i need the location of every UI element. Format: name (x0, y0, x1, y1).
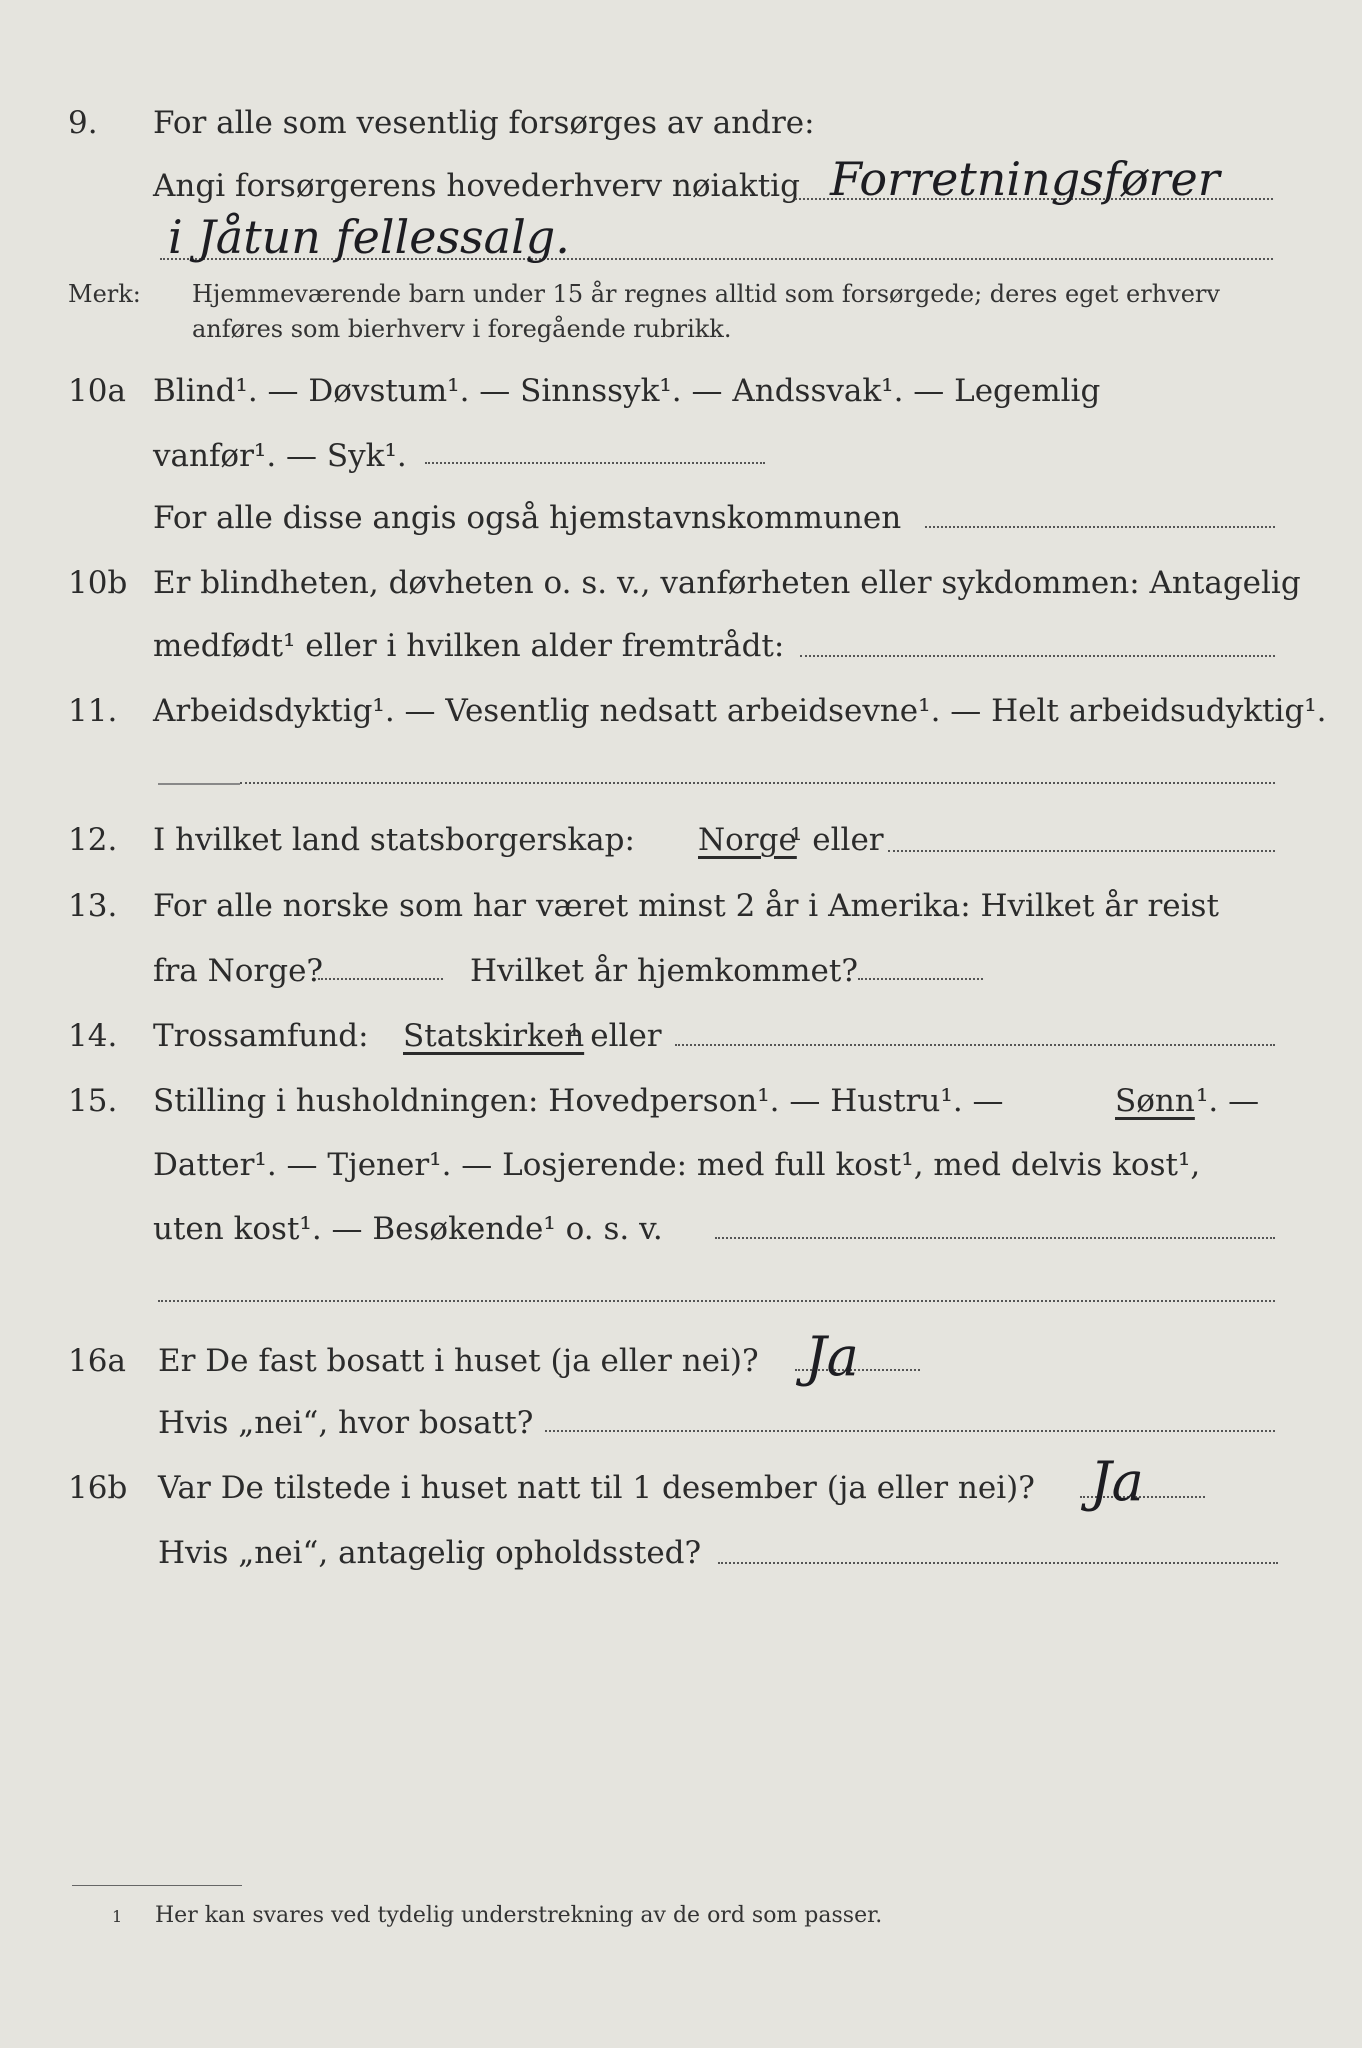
q14-line-a: Trossamfund: (153, 1018, 369, 1054)
q12-norge-underlined: Norge (698, 822, 797, 858)
q12-line-c: ¹ eller (790, 822, 884, 858)
q16a-handwritten-answer: Ja (805, 1325, 859, 1388)
merk-label: Merk: (68, 280, 141, 308)
q10b-line-2: medfødt¹ eller i hvilken alder fremtrådt: (153, 628, 785, 664)
q12-answer-line[interactable] (888, 850, 1275, 852)
q15-answer-line[interactable] (715, 1237, 1275, 1239)
q16a-line-2: Hvis „nei“, hvor bosatt? (158, 1405, 534, 1441)
q16a-number: 16a (68, 1343, 126, 1379)
q11-number: 11. (68, 693, 118, 729)
q11-line-1: Arbeidsdyktig¹. — Vesentlig nedsatt arbeidsevne¹. — Helt arbeidsudyktig¹. (153, 693, 1327, 729)
footnote-text: Her kan svares ved tydelig understrekning av de ord som passer. (155, 1903, 883, 1928)
q16b-line-2: Hvis „nei“, antagelig opholdssted? (158, 1535, 702, 1571)
q13-number: 13. (68, 888, 118, 924)
q14-line-c: ¹ eller (568, 1018, 662, 1054)
q9-occupation-label: Angi forsørgerens hovederhverv nøiaktig (153, 168, 800, 204)
q9-handwritten-employer: i Jåtun fellessalg. (168, 210, 570, 264)
footnote-mark: 1 (112, 1907, 123, 1926)
q10a-line-1: Blind¹. — Døvstum¹. — Sinnssyk¹. — Andssvak¹. — Legemlig (153, 373, 1101, 409)
q9-handwritten-occupation: Forretningsfører (830, 152, 1220, 206)
q14-answer-line[interactable] (675, 1044, 1275, 1046)
q15-answer-line-2[interactable] (158, 1300, 1275, 1302)
q16b-location-line[interactable] (718, 1562, 1278, 1564)
q11-underline-mark (158, 783, 240, 785)
q16a-line-1: Er De fast bosatt i huset (ja eller nei)? (158, 1343, 759, 1379)
q13-line-1: For alle norske som har været minst 2 år i Amerika: Hvilket år reist (153, 888, 1219, 924)
q10a-answer-line[interactable] (425, 462, 765, 464)
q15-line-3: uten kost¹. — Besøkende¹ o. s. v. (153, 1211, 663, 1247)
q13-year-left-line[interactable] (318, 978, 443, 980)
q10b-answer-line[interactable] (800, 655, 1275, 657)
q10b-line-1: Er blindheten, døvheten o. s. v., vanførheten eller sykdommen: Antagelig (153, 565, 1301, 601)
merk-text-1: Hjemmeværende barn under 15 år regnes alltid som forsørgede; deres eget erhverv (192, 280, 1220, 308)
q15-sonn-underlined: Sønn (1115, 1083, 1195, 1119)
q15-number: 15. (68, 1083, 118, 1119)
q16b-number: 16b (68, 1470, 128, 1506)
q16b-line-1: Var De tilstede i huset natt til 1 desember (ja eller nei)? (158, 1470, 1035, 1506)
q10a-municipality-line[interactable] (925, 526, 1275, 528)
q13-year-returned-line[interactable] (858, 978, 983, 980)
q10a-number: 10a (68, 373, 126, 409)
merk-text-2: anføres som bierhverv i foregående rubrikk. (192, 315, 732, 343)
q9-question: For alle som vesentlig forsørges av andre: (153, 105, 815, 141)
q16a-residence-line[interactable] (545, 1430, 1275, 1432)
q10a-line-3: For alle disse angis også hjemstavnskommunen (153, 500, 902, 536)
q11-answer-line[interactable] (240, 782, 1275, 784)
q10b-number: 10b (68, 565, 128, 601)
q13-line-2b: Hvilket år hjemkommet? (470, 953, 858, 989)
q13-line-2a: fra Norge? (153, 953, 324, 989)
q9-number: 9. (68, 105, 98, 141)
footnote-rule (72, 1885, 242, 1886)
q10a-line-2: vanfør¹. — Syk¹. (153, 438, 407, 474)
q12-line-a: I hvilket land statsborgerskap: (153, 822, 635, 858)
q15-line-1c: ¹. — (1196, 1083, 1260, 1119)
q14-statskirken-underlined: Statskirken (403, 1018, 585, 1054)
q14-number: 14. (68, 1018, 118, 1054)
q16b-handwritten-answer: Ja (1090, 1450, 1144, 1513)
q15-line-2: Datter¹. — Tjener¹. — Losjerende: med full kost¹, med delvis kost¹, (153, 1147, 1201, 1183)
q12-number: 12. (68, 822, 118, 858)
q15-line-1a: Stilling i husholdningen: Hovedperson¹. — Hustru¹. — (153, 1083, 1004, 1119)
